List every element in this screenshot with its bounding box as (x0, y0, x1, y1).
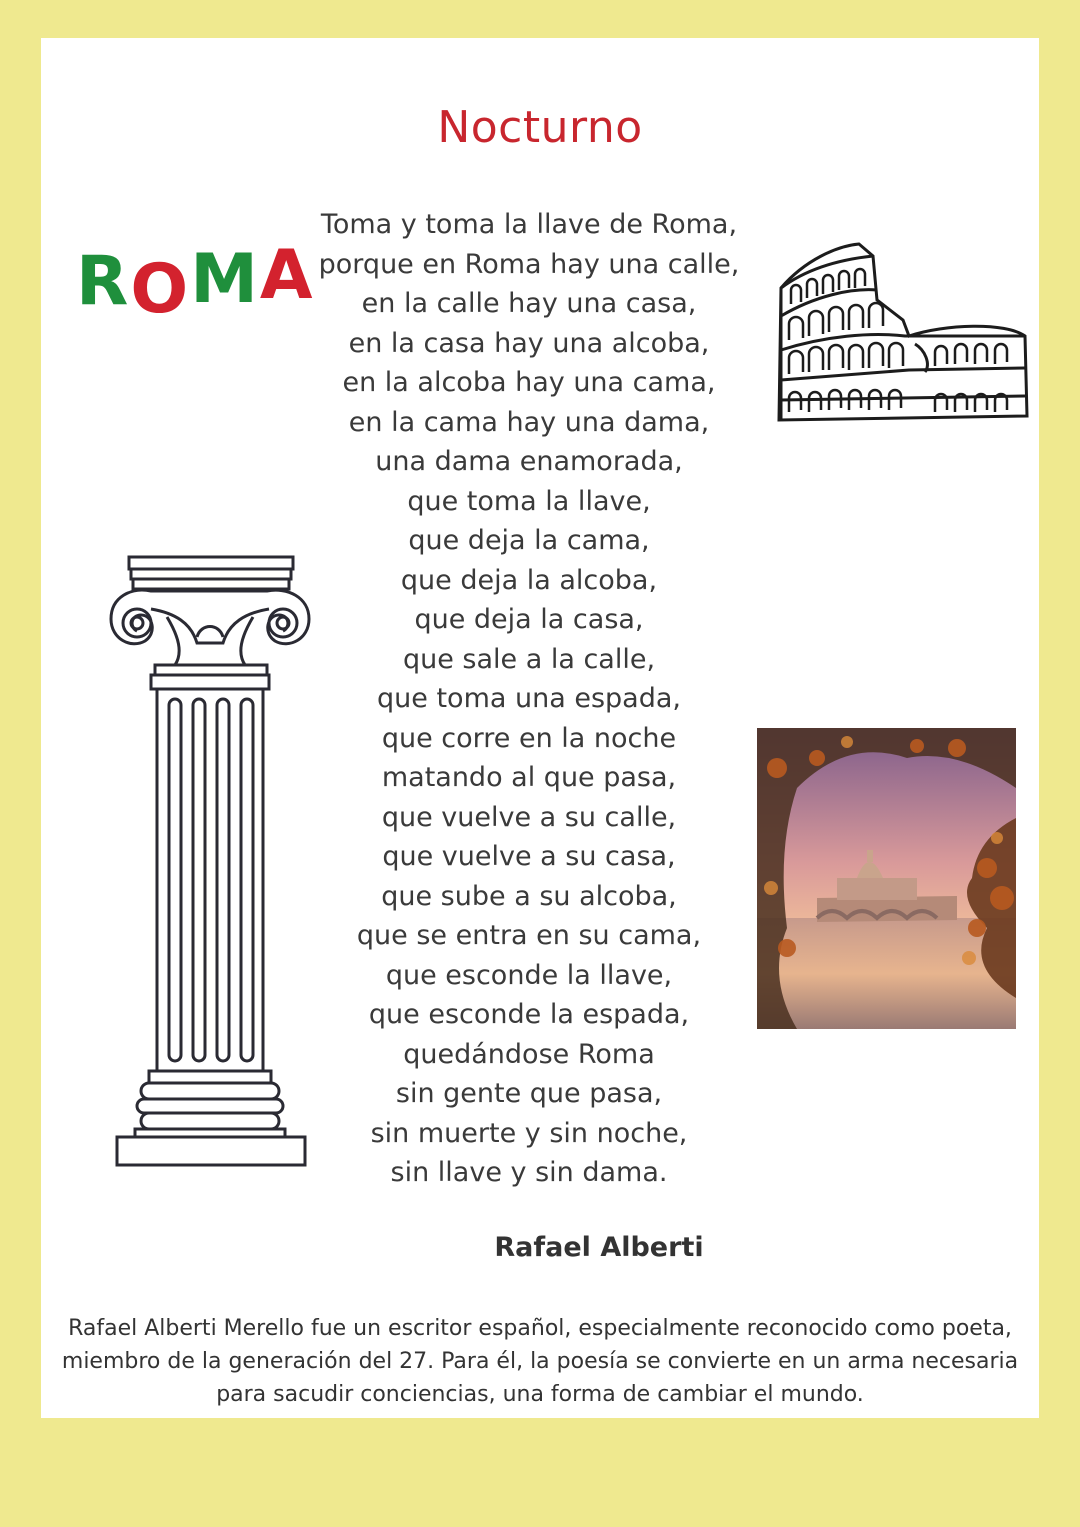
poem-body (300, 205, 758, 1193)
poem-line: que toma una espada, (377, 683, 681, 714)
poem-line: que esconde la espada, (368, 999, 690, 1030)
roma-letter-r: R (76, 242, 131, 321)
poem-line: quedándose Roma (403, 1038, 655, 1070)
roma-letter-m: M (190, 240, 260, 319)
poem-line: sin llave y sin dama. (390, 1157, 668, 1188)
poem-title: Nocturno (437, 102, 643, 153)
poem-line: matando al que pasa, (381, 762, 677, 793)
poem-line: sin muerte y sin noche, (370, 1117, 688, 1149)
poem-line: que deja la alcoba, (400, 564, 658, 596)
author-bio: Rafael Alberti Merello fue un escritor español, especialmente reconocido como poeta, miembro de la generación del 27. Para él, la poesía se convierte en un arma necesaria para sacudir conciencias, una forma de cambiar el mundo. (61, 1316, 1019, 1407)
poem-line: que sube a su alcoba, (381, 880, 677, 912)
poem-line: en la calle hay una casa, (361, 288, 697, 319)
poem-line: que esconde la llave, (385, 959, 673, 991)
poem-line: en la cama hay una dama, (348, 406, 710, 438)
rome-sunset-photo (757, 728, 1016, 1029)
poem-line: en la casa hay una alcoba, (348, 327, 710, 359)
poem-line: Toma y toma la llave de Roma, (320, 209, 738, 240)
colosseum-icon (775, 240, 1031, 426)
roma-logo (76, 236, 315, 329)
poem-line: que se entra en su cama, (356, 920, 702, 951)
poem-line: que deja la casa, (414, 604, 644, 635)
poem-line: sin gente que pasa, (395, 1078, 663, 1109)
poem-line: porque en Roma hay una calle, (318, 248, 740, 280)
poem-line: que corre en la noche (381, 722, 677, 754)
poem-line: en la alcoba hay una cama, (342, 367, 716, 398)
poem-line: que vuelve a su casa, (382, 841, 676, 872)
roma-letter-a: A (259, 236, 315, 315)
poem-line: una dama enamorada, (375, 446, 683, 477)
roma-letter-o: O (130, 250, 191, 329)
poem-line: que sale a la calle, (402, 643, 656, 675)
poem-line: que toma la llave, (407, 485, 651, 517)
ionic-column-icon (105, 553, 315, 1173)
poem-author: Rafael Alberti (494, 1232, 704, 1263)
poem-line: que vuelve a su calle, (381, 801, 677, 833)
poem-line: que deja la cama, (408, 525, 650, 556)
